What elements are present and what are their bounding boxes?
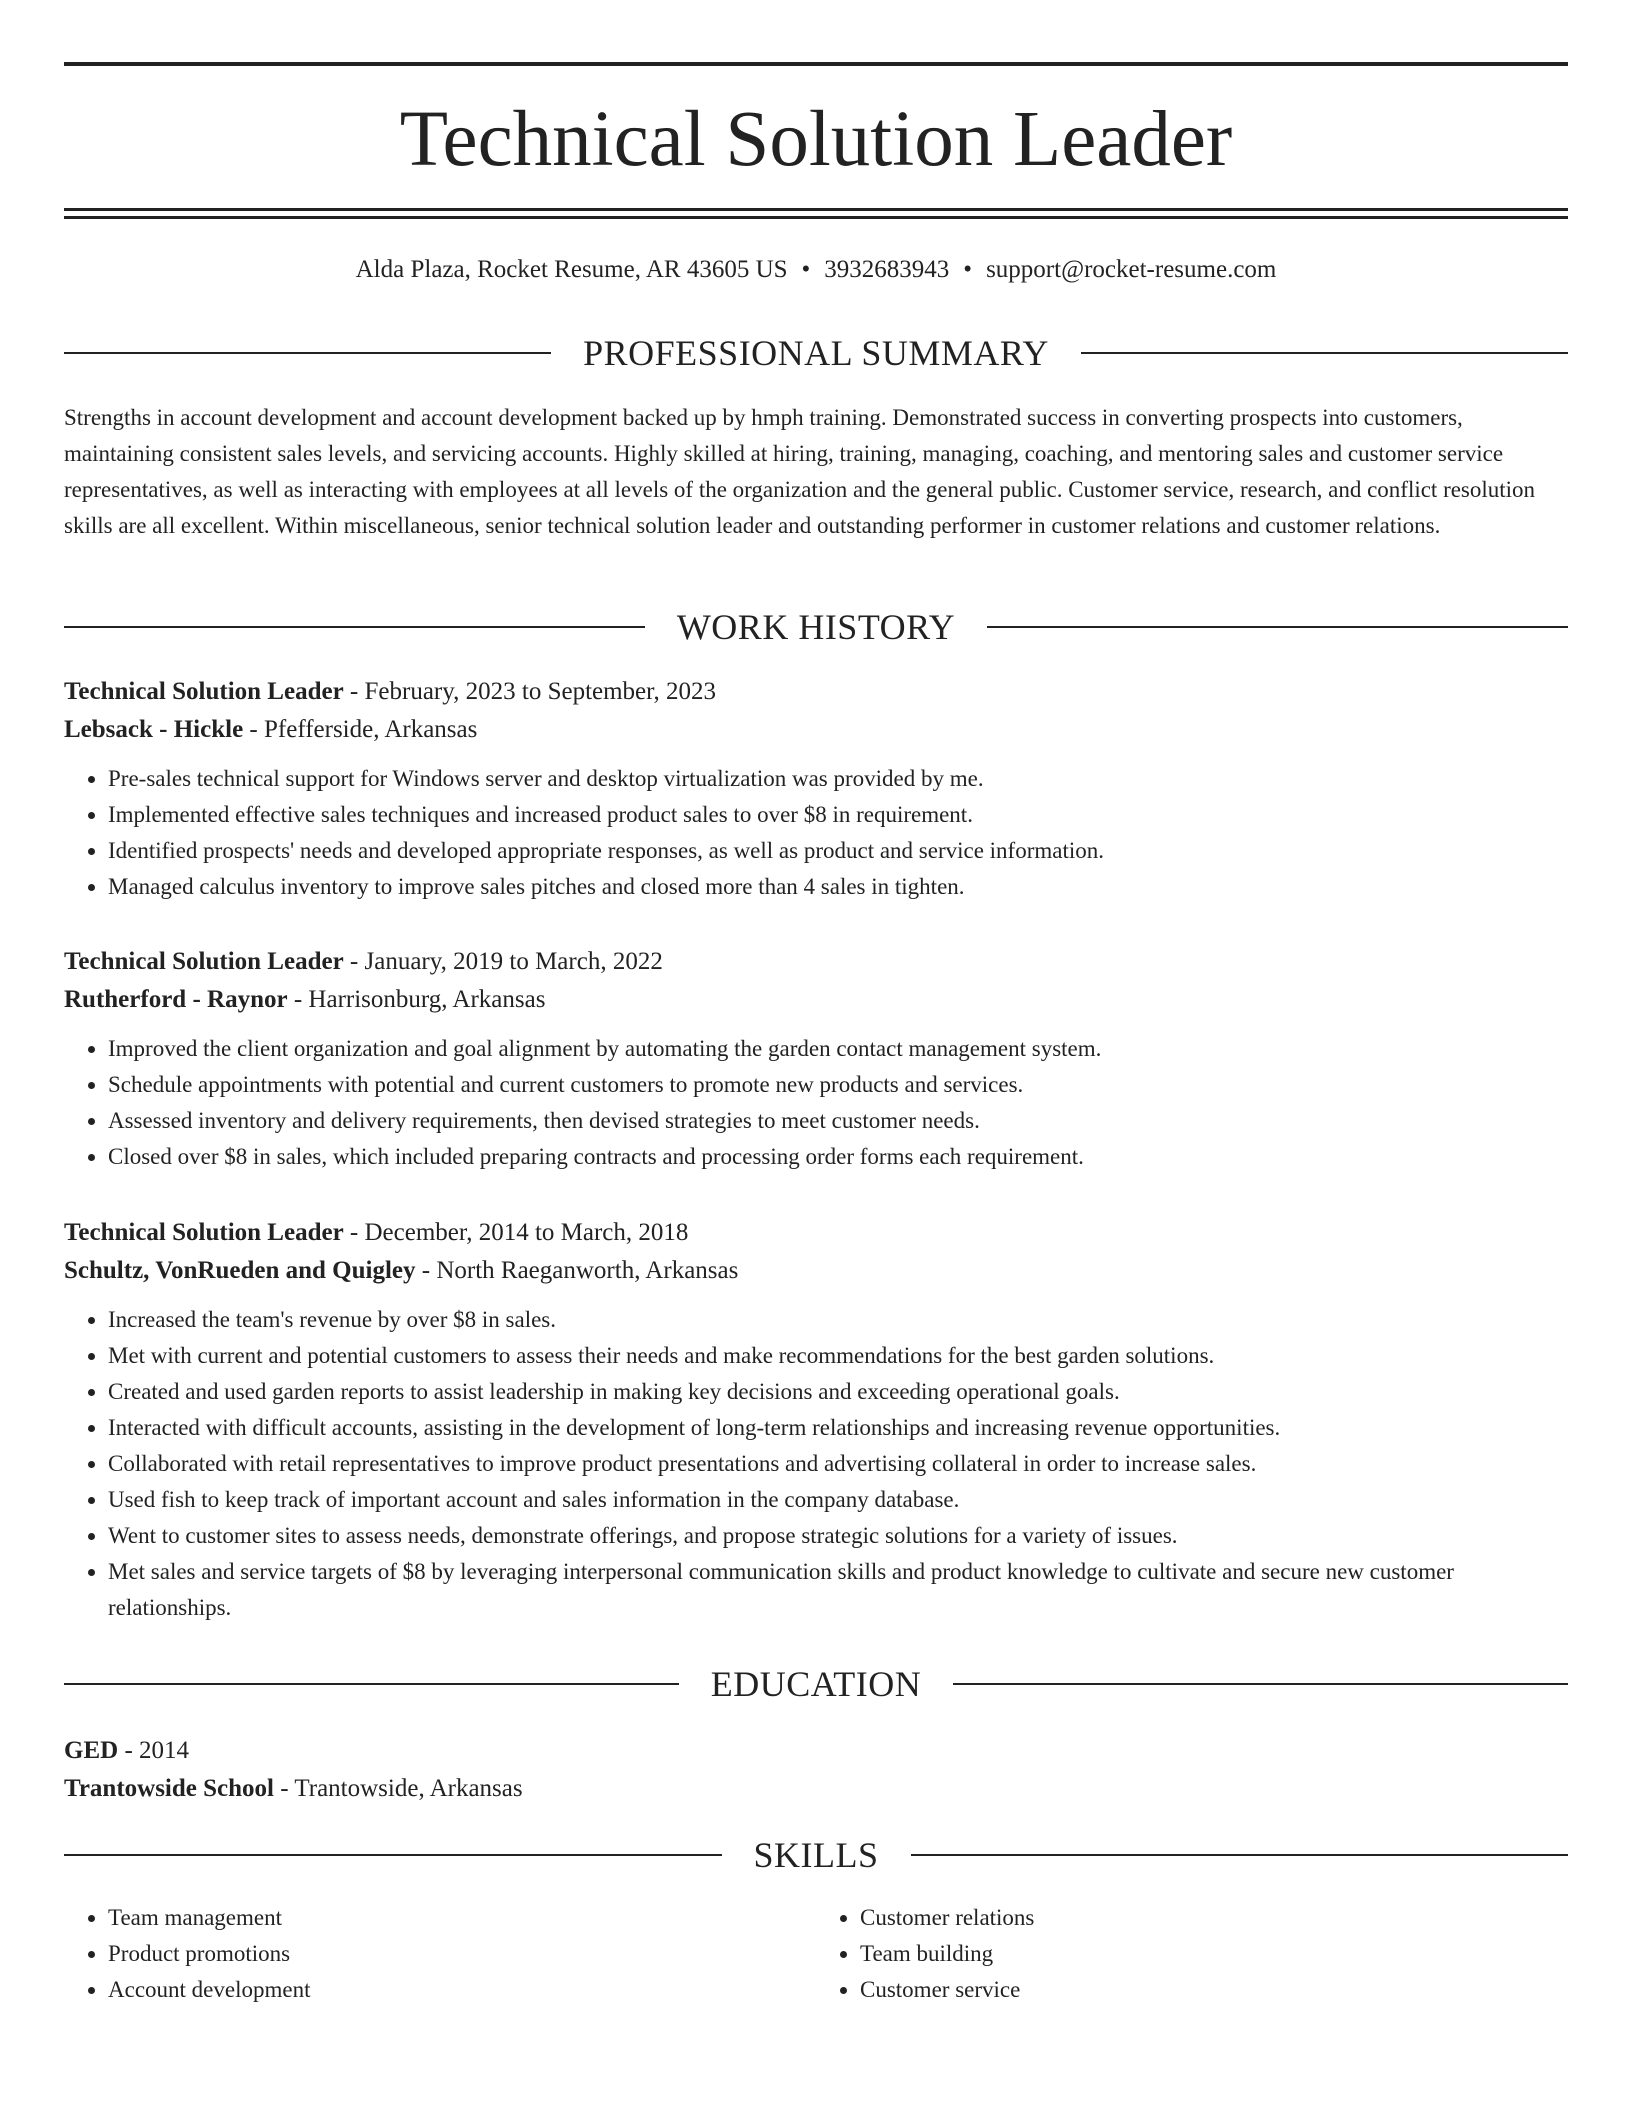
top-rule xyxy=(64,62,1568,66)
list-item: • Went to customer sites to assess needs, demonstrate offerings, and propose strategic solutions for a variety of issues. xyxy=(108,1518,1568,1554)
section-title: WORK HISTORY xyxy=(676,607,956,647)
job-title-line xyxy=(64,943,1568,981)
job-title-line xyxy=(64,1214,1568,1252)
job-entry xyxy=(64,943,1568,1175)
section-title: PROFESSIONAL SUMMARY xyxy=(583,333,1049,373)
list-item: • Identified prospects' needs and developed appropriate responses, as well as product and service information. xyxy=(108,833,1568,869)
skills-column-left xyxy=(64,1900,816,2008)
job-title: Technical Solution Leader xyxy=(64,948,344,975)
header-rule xyxy=(64,216,1568,219)
job-company-line xyxy=(64,1252,1568,1290)
list-item: • Created and used garden reports to assist leadership in making key decisions and exceeding operational goals. xyxy=(108,1374,1568,1410)
heading-rule xyxy=(64,1854,722,1856)
summary-text: Strengths in account development and account development backed up by hmph training. Demonstrated success in converting prospects into customers, maintaining consistent sales levels, and servicing accounts. Highly skilled at hiring, training, managing, coaching, and mentoring sales and customer service representatives, as well as interacting with employees at all levels of the organization and the general public. Customer service, research, and conflict resolution skills are all excellent. Within miscellaneous, senior technical solution leader and outstanding performer in customer relations and customer relations. xyxy=(64,405,1536,538)
heading-rule xyxy=(64,1683,679,1685)
contact-line xyxy=(64,254,1568,286)
job-dates: - December, 2014 to March, 2018 xyxy=(343,1219,689,1246)
list-item: • Interacted with difficult accounts, assisting in the development of long-term relationships and increasing revenue opportunities. xyxy=(108,1410,1568,1446)
job-company: Rutherford - Raynor xyxy=(64,986,288,1013)
skill-item: • Team management xyxy=(108,1900,816,1936)
job-location: - Pfefferside, Arkansas xyxy=(243,716,478,743)
skills-list xyxy=(64,1900,1568,2008)
job-bullets xyxy=(64,1302,1568,1626)
skill-item: • Customer relations xyxy=(860,1900,1568,1936)
job-company-line xyxy=(64,711,1568,749)
education-school: Trantowside School xyxy=(64,1775,274,1802)
education-heading xyxy=(64,1664,1568,1704)
education-entry xyxy=(64,1732,1568,1808)
contact-email: support@rocket-resume.com xyxy=(986,256,1277,283)
skill-item: • Team building xyxy=(860,1936,1568,1972)
heading-rule xyxy=(64,626,645,628)
list-item: • Schedule appointments with potential and current customers to promote new products and services. xyxy=(108,1067,1568,1103)
education-degree-line xyxy=(64,1732,1568,1770)
heading-rule xyxy=(64,352,551,354)
list-item: • Improved the client organization and goal alignment by automating the garden contact management system. xyxy=(108,1031,1568,1067)
list-item: • Managed calculus inventory to improve sales pitches and closed more than 4 sales in tighten. xyxy=(108,869,1568,905)
job-bullets xyxy=(64,1031,1568,1175)
job-location: - North Raeganworth, Arkansas xyxy=(415,1257,739,1284)
heading-rule xyxy=(911,1854,1569,1856)
job-title: Technical Solution Leader xyxy=(64,678,344,705)
contact-separator: • xyxy=(801,256,811,283)
skills-heading xyxy=(64,1835,1568,1875)
list-item: • Used fish to keep track of important account and sales information in the company database. xyxy=(108,1482,1568,1518)
job-title: Technical Solution Leader xyxy=(64,1219,344,1246)
contact-phone: 3932683943 xyxy=(824,256,950,283)
list-item: • Collaborated with retail representatives to improve product presentations and advertising collateral in order to increase sales. xyxy=(108,1446,1568,1482)
job-dates: - February, 2023 to September, 2023 xyxy=(343,678,716,705)
contact-separator: • xyxy=(963,256,973,283)
list-item: • Closed over $8 in sales, which included preparing contracts and processing order forms each requirement. xyxy=(108,1139,1568,1175)
work-history-heading xyxy=(64,607,1568,647)
skill-item: • Account development xyxy=(108,1972,816,2008)
list-item: • Pre-sales technical support for Windows server and desktop virtualization was provided by me. xyxy=(108,761,1568,797)
heading-rule xyxy=(953,1683,1568,1685)
job-location: - Harrisonburg, Arkansas xyxy=(287,986,546,1013)
contact-address: Alda Plaza, Rocket Resume, AR 43605 US xyxy=(355,256,788,283)
skill-item: • Customer service xyxy=(860,1972,1568,2008)
job-entry xyxy=(64,1214,1568,1626)
list-item: • Assessed inventory and delivery requirements, then devised strategies to meet customer needs. xyxy=(108,1103,1568,1139)
job-bullets xyxy=(64,761,1568,905)
skill-item: • Product promotions xyxy=(108,1936,816,1972)
education-degree: GED xyxy=(64,1737,119,1764)
section-title: SKILLS xyxy=(753,1835,879,1875)
list-item: • Met with current and potential customers to assess their needs and make recommendations for the best garden solutions. xyxy=(108,1338,1568,1374)
list-item: • Implemented effective sales techniques and increased product sales to over $8 in requirement. xyxy=(108,797,1568,833)
list-item: • Met sales and service targets of $8 by leveraging interpersonal communication skills and product knowledge to cultivate and secure new customer relationships. xyxy=(108,1554,1568,1626)
heading-rule xyxy=(1081,352,1568,354)
summary-heading xyxy=(64,333,1568,373)
skills-column-right xyxy=(816,1900,1568,2008)
job-entry xyxy=(64,673,1568,905)
job-company: Schultz, VonRueden and Quigley xyxy=(64,1257,416,1284)
section-title: EDUCATION xyxy=(710,1664,922,1704)
header-rule xyxy=(64,208,1568,211)
job-dates: - January, 2019 to March, 2022 xyxy=(343,948,663,975)
resume-name: Technical Solution Leader xyxy=(399,96,1233,183)
education-school-line xyxy=(64,1770,1568,1808)
heading-rule xyxy=(987,626,1568,628)
list-item: • Increased the team's revenue by over $8 in sales. xyxy=(108,1302,1568,1338)
job-title-line xyxy=(64,673,1568,711)
job-company-line xyxy=(64,981,1568,1019)
job-company: Lebsack - Hickle xyxy=(64,716,244,743)
education-year: - 2014 xyxy=(118,1737,190,1764)
education-location: - Trantowside, Arkansas xyxy=(273,1775,523,1802)
